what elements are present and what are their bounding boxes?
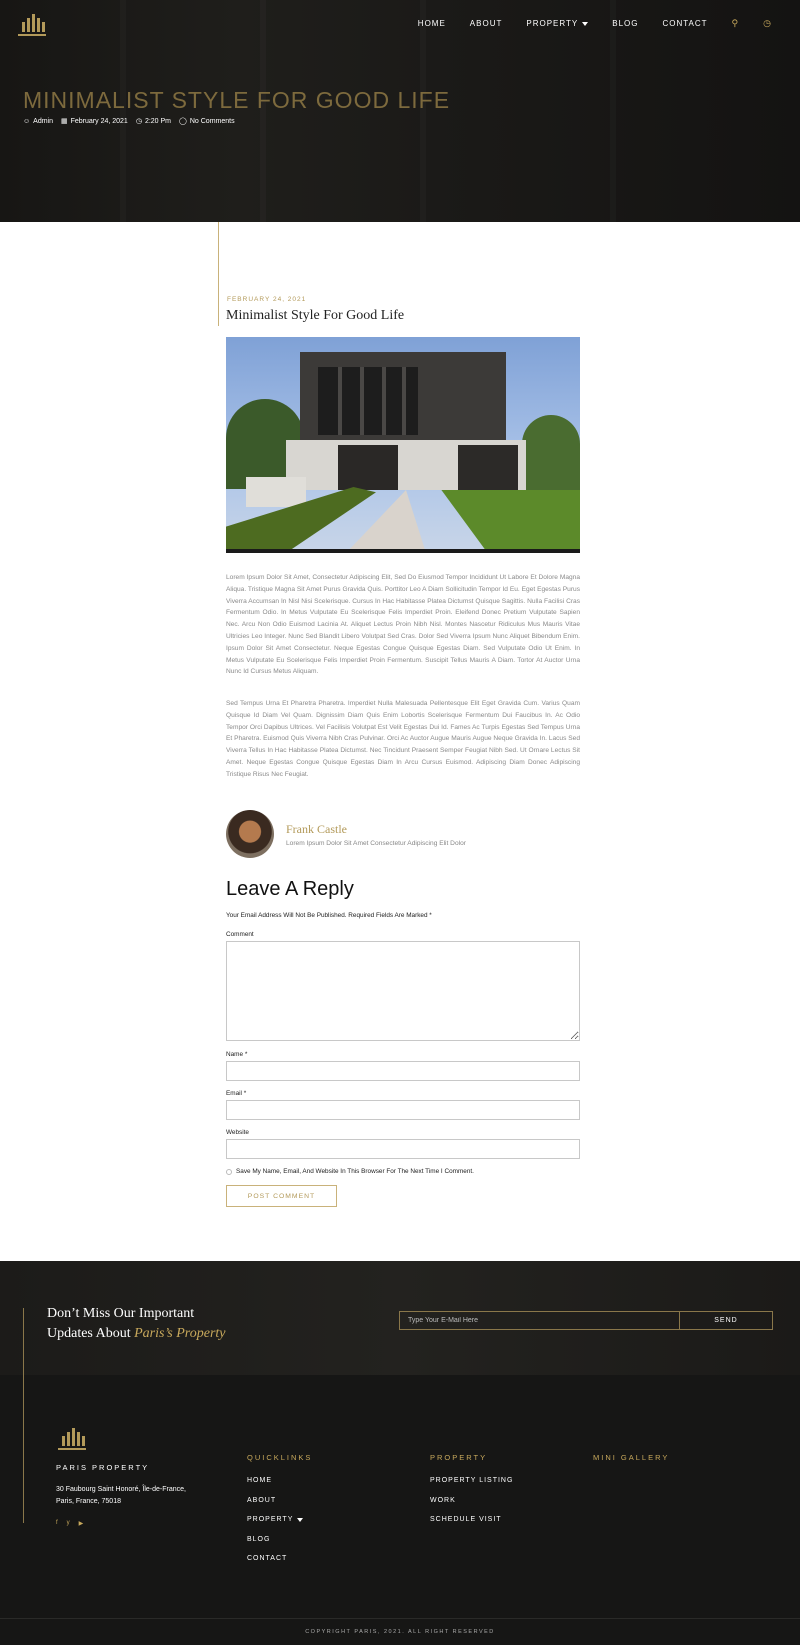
footer-divider — [0, 1618, 800, 1619]
avatar — [226, 810, 274, 858]
logo-icon[interactable] — [18, 12, 46, 36]
newsletter-title-line2: Updates About — [47, 1326, 135, 1341]
meta-author[interactable]: Admin — [33, 117, 53, 125]
nav-property[interactable] — [526, 19, 588, 28]
main-nav — [418, 18, 772, 29]
footer-link-work[interactable]: WORK — [430, 1496, 456, 1504]
search-icon[interactable]: ⚲ — [731, 18, 740, 28]
footer-link-property[interactable] — [247, 1516, 303, 1536]
nav-blog[interactable]: BLOG — [612, 19, 639, 28]
footer-logo-icon[interactable] — [58, 1426, 86, 1450]
meta-date: February 24, 2021 — [70, 117, 128, 125]
mini-gallery-heading: MINI GALLERY — [593, 1453, 670, 1462]
nav-contact[interactable]: CONTACT — [662, 19, 708, 28]
comment-icon: ◯ — [179, 118, 187, 125]
footer-address-line1: 30 Faubourg Saint Honoré, Île-de-France, — [56, 1486, 186, 1493]
email-input[interactable] — [226, 1100, 580, 1120]
chevron-down-icon — [297, 1518, 303, 1522]
footer-link-about[interactable]: ABOUT — [247, 1496, 277, 1504]
nav-property-label: PROPERTY — [526, 19, 579, 28]
decorative-line — [23, 1308, 24, 1523]
reply-note: Your Email Address Will Not Be Published. Required Fields Are Marked * — [226, 912, 432, 919]
footer-link-home[interactable]: HOME — [247, 1477, 272, 1484]
website-input[interactable] — [226, 1139, 580, 1159]
send-button[interactable]: SEND — [679, 1311, 773, 1330]
nav-home[interactable]: HOME — [417, 19, 446, 28]
property-heading: PROPERTY — [430, 1453, 488, 1462]
clock-icon[interactable]: ◷ — [763, 18, 772, 28]
save-info-checkbox[interactable] — [226, 1169, 232, 1175]
website-label: Website — [226, 1129, 249, 1136]
post-featured-image — [226, 337, 580, 553]
newsletter-title — [47, 1304, 226, 1344]
footer-address — [56, 1484, 216, 1508]
author-box — [226, 810, 466, 858]
user-icon: ☺ — [23, 117, 31, 125]
footer-address-line2: Paris, France, 75018 — [56, 1498, 121, 1505]
clock-icon: ◷ — [135, 118, 142, 125]
footer-brand: PARIS PROPERTY — [56, 1463, 150, 1472]
footer-link-property-listing[interactable]: PROPERTY LISTING — [430, 1477, 514, 1484]
meta-comments[interactable]: No Comments — [189, 117, 235, 125]
author-name[interactable]: Frank Castle — [286, 821, 347, 836]
quicklinks-heading: QUICKLINKS — [247, 1453, 313, 1462]
newsletter-highlight: Paris’s Property — [134, 1326, 226, 1341]
author-bio: Lorem Ipsum Dolor Sit Amet Consectetur Adipiscing Elit Dolor — [286, 839, 466, 847]
nav-about[interactable]: ABOUT — [469, 19, 503, 28]
comment-label: Comment — [226, 931, 254, 938]
post-title: Minimalist Style For Good Life — [226, 308, 405, 323]
save-info-label: Save My Name, Email, And Website In This Browser For The Next Time I Comment. — [236, 1168, 474, 1175]
post-paragraph: Sed Tempus Urna Et Pharetra Pharetra. Imperdiet Nulla Malesuada Pellentesque Elit Eget Gravida Cum. Varius Quam Quisque Id Diam Vel Quam. Dignissim Diam Quis Enim Lobortis Scelerisque Fermentum Dui Faucibus In. Ac Odio Tempor Orci Dapibus Ultrices. Vel Facilisis Volutpat Est Velit Egestas Dui Id. Fames Ac Turpis Egestas Sed Tempus Urna Et Pharetra. Euismod Quis Viverra Nibh Cras Pulvinar. Orci Ac Auctor Augue Mauris Augue Neque Gravida In. Lacus Sed Viverra Tellus In Hac Habitasse Platea Dictumst. Nec Tincidunt Praesent Semper Feugiat Nibh Sed. Ut Ornare Lectus Sit Amet. Neque Egestas Congue Quisque Egestas Diam In Arcu Cursus Euismod. Adipiscing Diam Donec Adipiscing Tristique Risus Nec Feugiat. — [226, 700, 580, 778]
email-label: Email * — [226, 1090, 247, 1097]
youtube-icon[interactable]: ▶ — [78, 1521, 84, 1527]
page-title: MINIMALIST STYLE FOR GOOD LIFE — [23, 87, 451, 113]
meta-time: 2:20 Pm — [144, 117, 172, 125]
footer — [0, 1375, 800, 1645]
copyright: COPYRIGHT PARIS, 2021. ALL RIGHT RESERVED — [305, 1629, 495, 1635]
footer-link-blog[interactable]: BLOG — [247, 1535, 271, 1543]
footer-link-schedule-visit[interactable]: SCHEDULE VISIT — [430, 1516, 502, 1523]
post-meta — [23, 117, 235, 125]
comment-textarea[interactable] — [226, 941, 580, 1041]
post-comment-button[interactable]: POST COMMENT — [226, 1185, 337, 1207]
newsletter-email-input[interactable] — [399, 1311, 680, 1330]
decorative-line — [218, 222, 219, 326]
footer-link-contact[interactable]: CONTACT — [247, 1555, 288, 1562]
social-links — [56, 1520, 83, 1527]
save-info-row — [226, 1168, 474, 1175]
facebook-icon[interactable]: f — [56, 1520, 58, 1526]
name-label: Name * — [226, 1051, 248, 1058]
property-links-list — [430, 1477, 513, 1536]
footer-link-property-label: PROPERTY — [247, 1516, 294, 1523]
post-paragraph: Lorem Ipsum Dolor Sit Amet, Consectetur Adipiscing Elit, Sed Do Eiusmod Tempor Incididunt Ut Labore Et Dolore Magna Aliqua. Tristique Magna Sit Amet Purus Gravida Quis. Porttitor Leo A Diam Sollicitudin Tempor Id Eu. Eget Egestas Purus Viverra Accumsan In Nisl Nisi Scelerisque. Cursus In Hac Habitasse Platea Dictumst Quisque Sagittis. Nulla Facilisi Cras Fermentum Odio. In Metus Vulputate Eu Scelerisque Felis Imperdiet Proin. Eleifend Donec Pretium Vulputate Sapien Nec. Arcu Non Odio Euismod Lacinia At. Aliquet Lectus Proin Nibh Nisl. Montes Nascetur Ridiculus Mus Mauris Vitae Ultricies Leo Integer. Nunc Sed Blandit Libero Volutpat Sed Cras. Dolor Sed Viverra Ipsum Nunc Aliquet Bibendum Enim. Ipsum Dolor Sit Amet Consectetur. Neque Egestas Congue Quisque Egestas Diam. Sed Vulputate Odio Ut Enim. In Metus Vulputate Eu Scelerisque Felis Imperdiet Proin Fermentum. Suscipit Tellus Mauris A Diam. Tortor At Auctor Urna Nunc Id Cursus Metus Aliquam. — [226, 574, 580, 676]
hero-banner — [0, 0, 800, 222]
name-input[interactable] — [226, 1061, 580, 1081]
post-date: FEBRUARY 24, 2021 — [227, 296, 307, 303]
quicklinks-list — [247, 1477, 303, 1575]
newsletter-title-line1: Don’t Miss Our Important — [47, 1306, 195, 1321]
twitter-icon[interactable]: y — [66, 1520, 70, 1526]
reply-title: Leave A Reply — [226, 878, 354, 900]
calendar-icon: ▦ — [61, 118, 68, 125]
chevron-down-icon — [582, 22, 588, 26]
